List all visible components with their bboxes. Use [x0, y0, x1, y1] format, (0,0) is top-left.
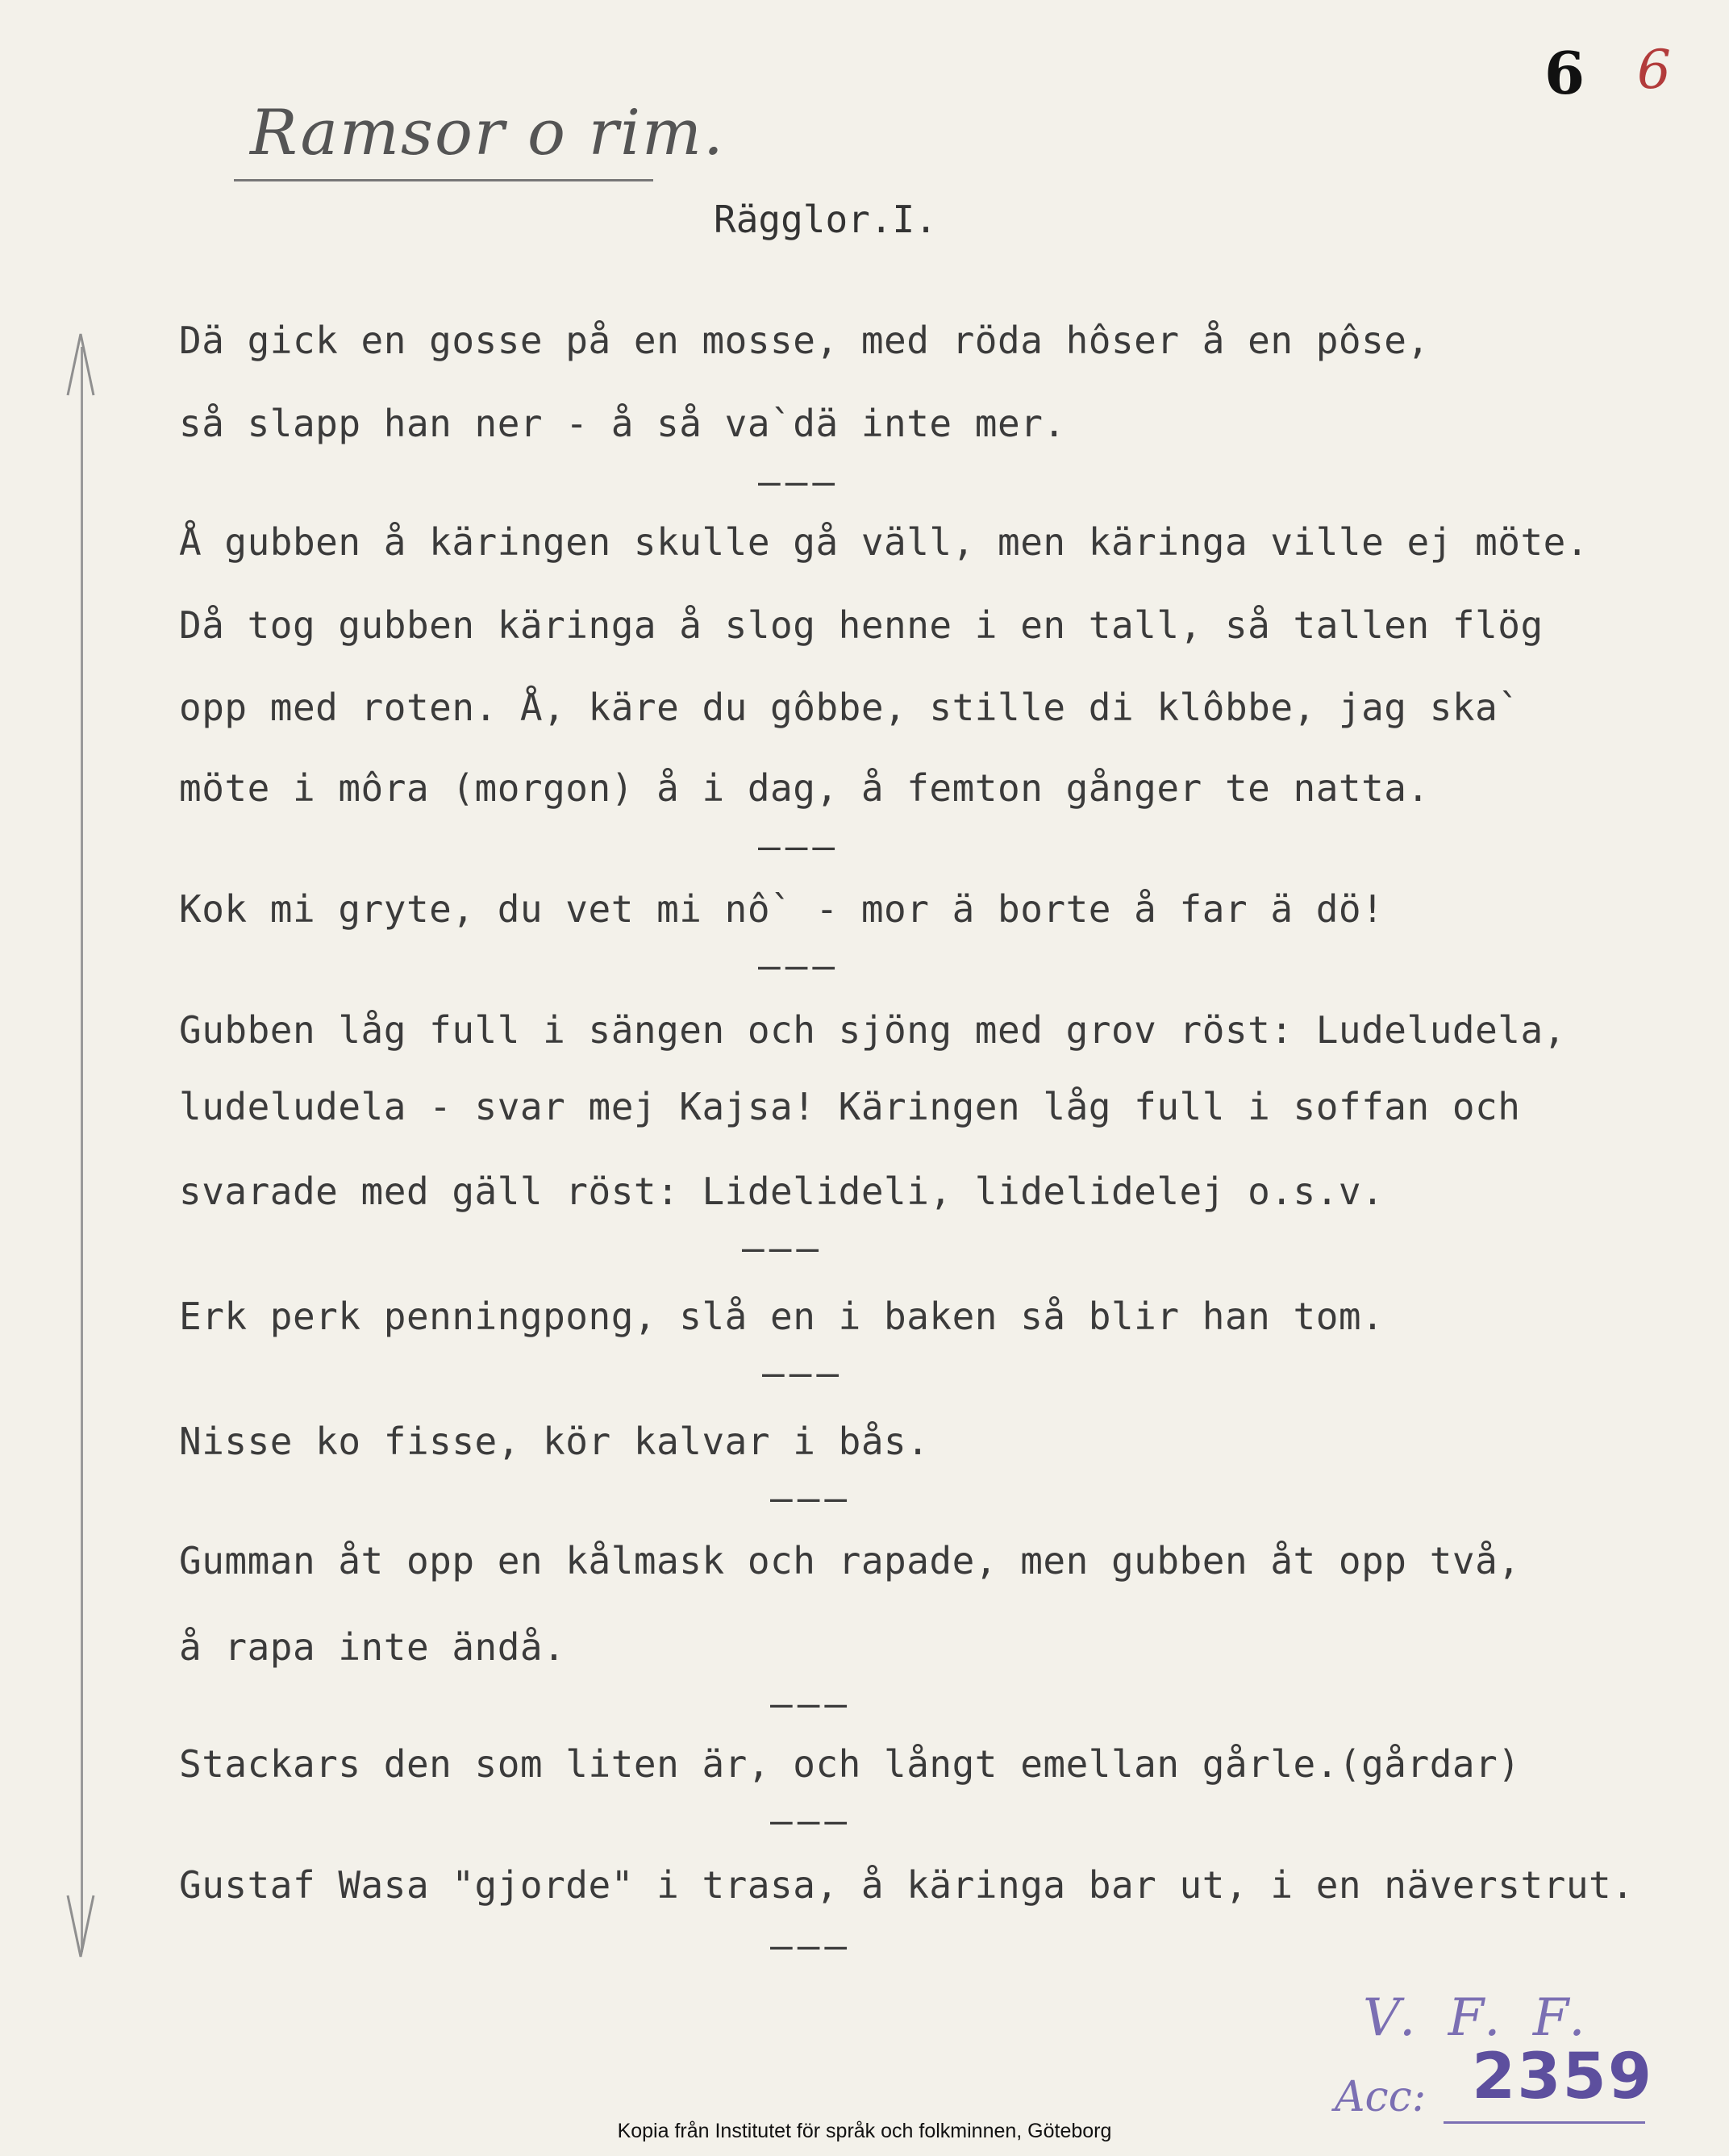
- text-line: så slapp han ner - å så va`dä inte mer.: [179, 402, 1066, 445]
- archive-stamp-acc-number: 2359: [1472, 2041, 1654, 2113]
- separator: ———: [770, 1682, 852, 1725]
- text-line: ludeludela - svar mej Kajsa! Käringen låg full i soffan och: [179, 1085, 1521, 1128]
- text-line: Stackars den som liten är, och långt emellan gårle.(gårdar): [179, 1742, 1521, 1786]
- text-line: Dä gick en gosse på en mosse, med röda hôser å en pôse,: [179, 319, 1430, 362]
- text-line: opp med roten. Å, käre du gôbbe, stille di klôbbe, jag ska`: [179, 686, 1521, 729]
- separator: ———: [770, 1799, 852, 1842]
- separator: ———: [770, 1924, 852, 1967]
- text-line: Gumman åt opp en kålmask och rapade, men gubben åt opp två,: [179, 1539, 1521, 1583]
- page-number-handwritten: 6: [1637, 39, 1671, 101]
- handwritten-title: Ramsor o rim.: [250, 97, 725, 169]
- text-line: Nisse ko fisse, kör kalvar i bås.: [179, 1420, 930, 1463]
- text-line: Gubben låg full i sängen och sjöng med grov röst: Ludeludela,: [179, 1008, 1566, 1052]
- separator: ———: [758, 460, 840, 503]
- text-line: Gustaf Wasa "gjorde" i trasa, å käringa bar ut, i en näverstrut.: [179, 1863, 1635, 1907]
- archive-stamp-acc-label: Acc:: [1335, 2073, 1427, 2121]
- handwritten-underline: [234, 179, 653, 181]
- separator: ———: [758, 824, 840, 868]
- separator: ———: [770, 1476, 852, 1520]
- document-title: Rägglor.I.: [714, 198, 937, 241]
- separator: ———: [762, 1351, 844, 1395]
- text-line: möte i môra (morgon) å i dag, å femton gånger te natta.: [179, 766, 1430, 810]
- text-line: svarade med gäll röst: Lidelideli, lidelidelej o.s.v.: [179, 1170, 1385, 1213]
- footer-caption: Kopia från Institutet för språk och folkminnen, Göteborg: [617, 2120, 1112, 2142]
- archive-stamp-vff: V. F. F.: [1363, 1988, 1594, 2048]
- arrow-up-icon: [61, 331, 100, 403]
- text-line: Erk perk penningpong, slå en i baken så blir han tom.: [179, 1295, 1385, 1338]
- arrow-down-icon: [61, 1887, 100, 1960]
- text-line: å rapa inte ändå.: [179, 1625, 566, 1669]
- text-line: Kok mi gryte, du vet mi nô` - mor ä borte å far ä dö!: [179, 887, 1385, 931]
- separator: ———: [758, 944, 840, 987]
- text-line: Då tog gubben käringa å slog henne i en tall, så tallen flög: [179, 603, 1544, 647]
- margin-arrow-line: [81, 347, 83, 1952]
- separator: ———: [742, 1226, 824, 1270]
- text-line: Å gubben å käringen skulle gå väll, men käringa ville ej möte.: [179, 520, 1589, 564]
- page-number: 6: [1544, 39, 1585, 107]
